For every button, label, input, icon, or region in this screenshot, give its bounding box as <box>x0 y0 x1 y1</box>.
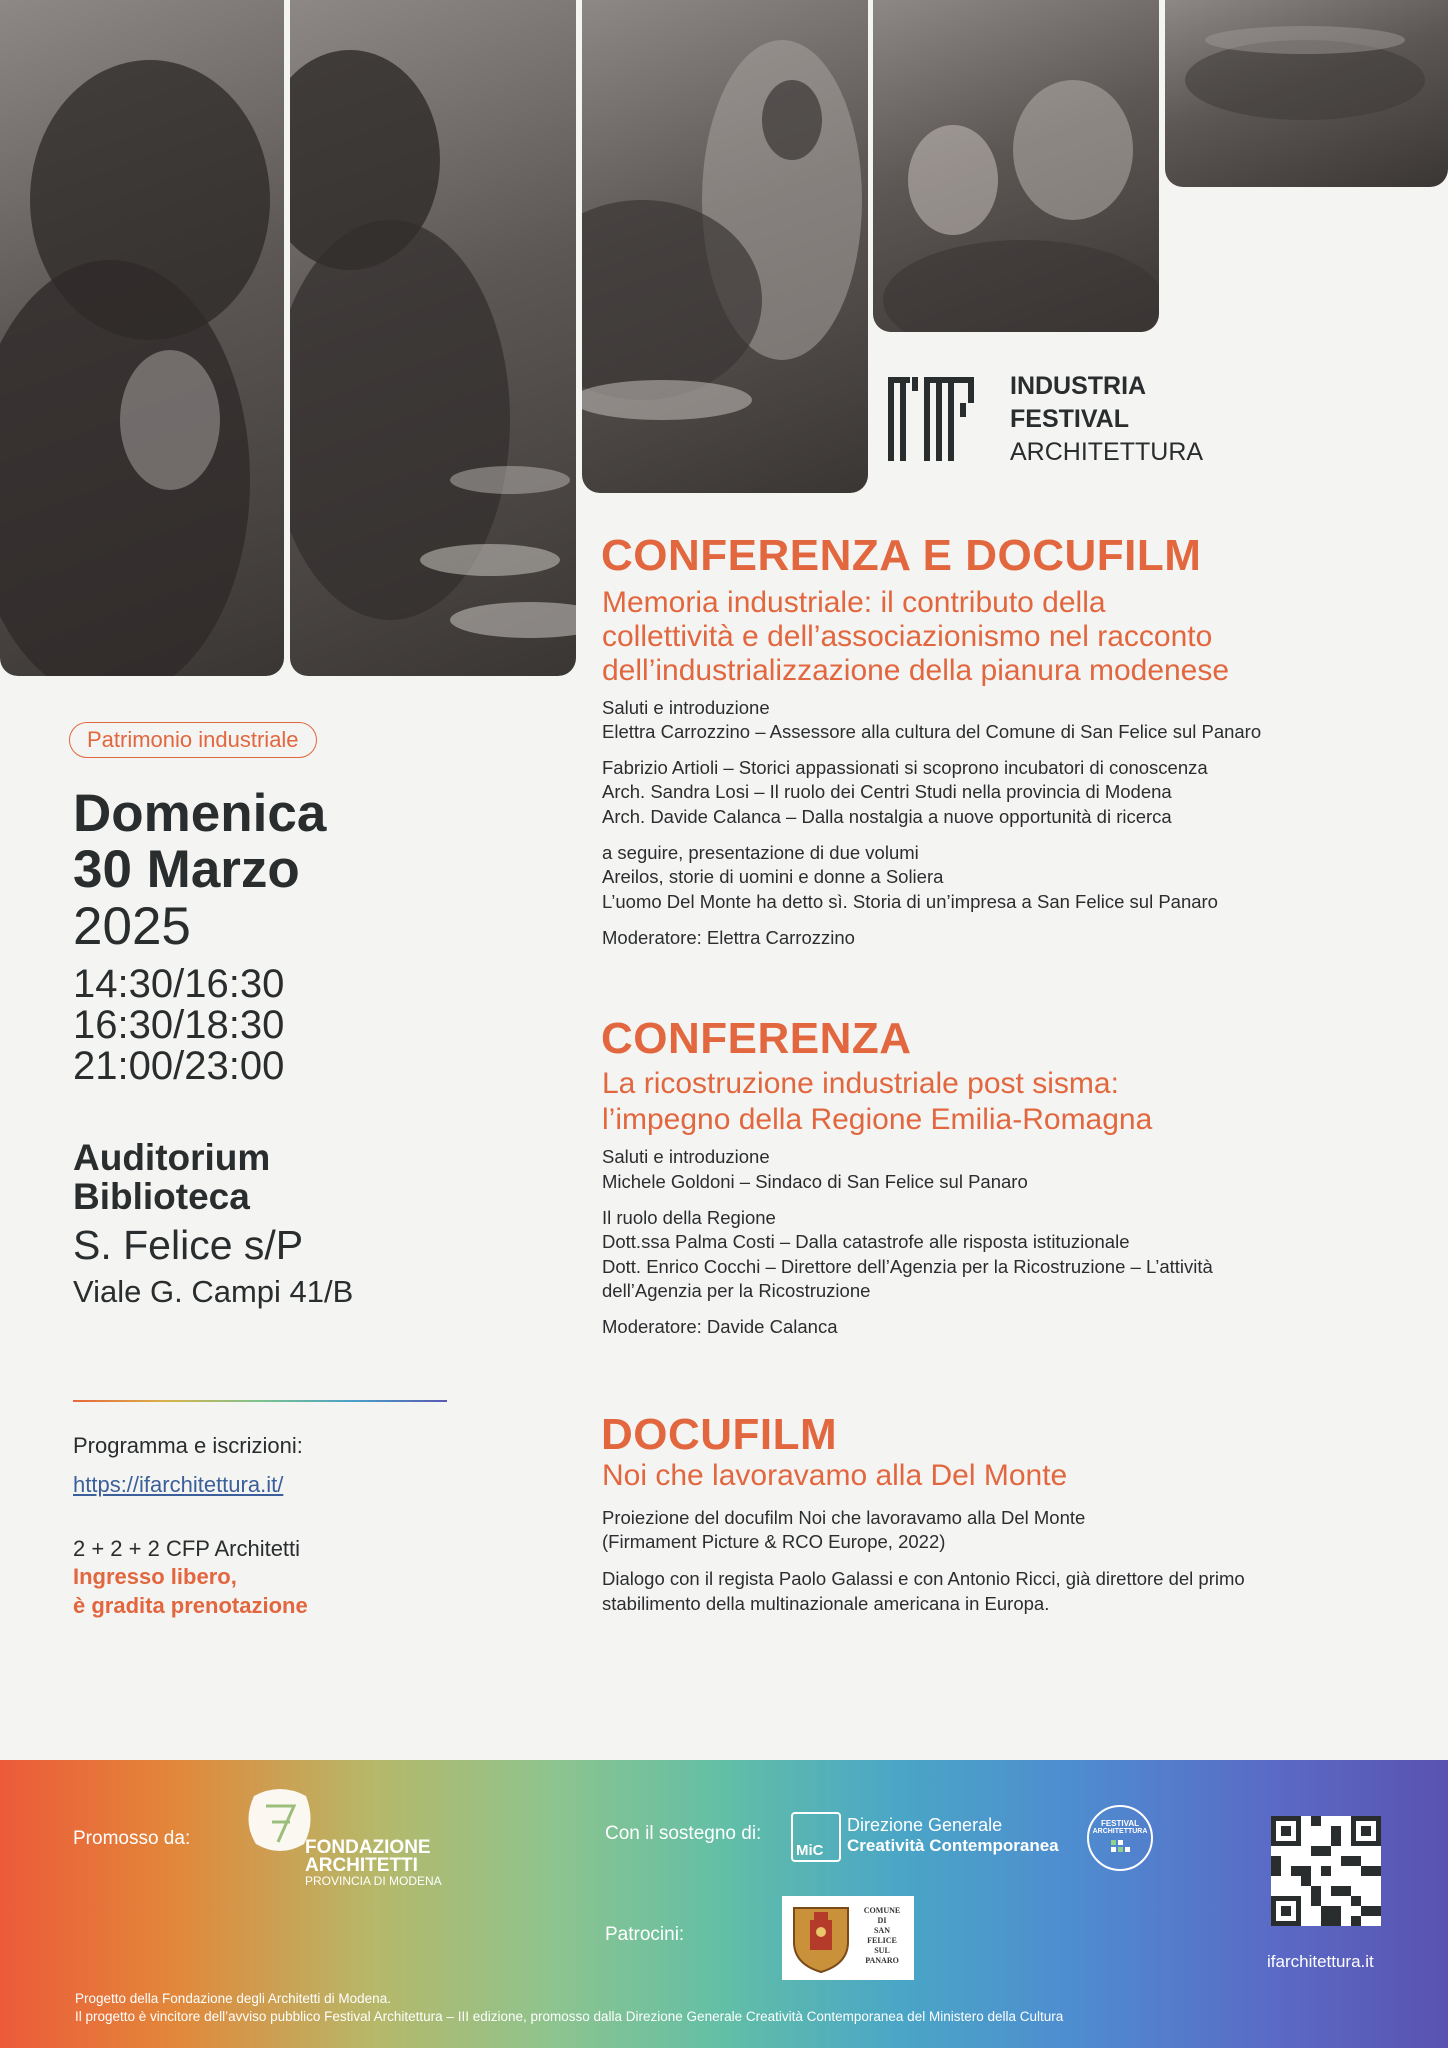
fondazione-name-2: ARCHITETTI <box>305 1855 418 1876</box>
support-label: Con il sostegno di: <box>605 1823 762 1844</box>
section-1-line: Areilos, storie di uomini e donne a Soliera <box>602 866 944 887</box>
section-1-line: Arch. Sandra Losi – Il ruolo dei Centri Studi nella provincia di Modena <box>602 781 1172 802</box>
festival-badge-line-1: FESTIVAL <box>1100 1819 1140 1828</box>
section-1-heading: CONFERENZA E DOCUFILM <box>601 531 1202 580</box>
section-3-subtitle-1: Noi che lavoravamo alla Del Monte <box>602 1459 1068 1492</box>
section-2-subtitle-1: La ricostruzione industriale post sisma: <box>602 1067 1119 1100</box>
program-label: Programma e iscrizioni: <box>73 1433 303 1458</box>
section-3-line: Dialogo con il regista Paolo Galassi e con Antonio Ricci, già direttore del primo <box>602 1568 1245 1589</box>
section-2-line: Dott. Enrico Cocchi – Direttore dell’Agenzia per la Ricostruzione – L’attività <box>602 1256 1213 1277</box>
festival-badge-line-2: ARCHITETTURA <box>1092 1828 1148 1835</box>
divider-line <box>73 1400 447 1402</box>
section-1-line: Arch. Davide Calanca – Dalla nostalgia a nuove opportunità di ricerca <box>602 806 1172 827</box>
dg-name-2: Creatività Contemporanea <box>847 1836 1059 1855</box>
free-entry-line-2: è gradita prenotazione <box>73 1593 308 1618</box>
event-date: 30 Marzo <box>73 840 300 899</box>
section-1-line: L’uomo Del Monte ha detto sì. Storia di un’impresa a San Felice sul Panaro <box>602 891 1218 912</box>
section-3-line: Proiezione del docufilm Noi che lavoravamo alla Del Monte <box>602 1507 1086 1528</box>
photo-panel-5 <box>1165 0 1448 187</box>
mic-logo-text: MiC <box>796 1842 824 1859</box>
cfp-credits: 2 + 2 + 2 CFP Architetti <box>73 1536 301 1561</box>
section-1-subtitle-3: dell’industrializzazione della pianura modenese <box>602 654 1230 687</box>
dg-name-1: Direzione Generale <box>847 1815 1003 1835</box>
fondazione-name-3: PROVINCIA DI MODENA <box>305 1874 442 1888</box>
section-1-line: Saluti e introduzione <box>602 697 770 718</box>
section-2-line: Moderatore: Davide Calanca <box>602 1316 838 1337</box>
brand-name <box>1010 370 1203 469</box>
section-1-line: Fabrizio Artioli – Storici appassionati si scoprono incubatori di conoscenza <box>602 757 1208 778</box>
patronage-label: Patrocini: <box>605 1924 685 1945</box>
section-1-line: a seguire, presentazione di due volumi <box>602 842 919 863</box>
comune-name <box>856 1906 908 1966</box>
program-link[interactable]: https://ifarchitettura.it/ <box>73 1472 284 1497</box>
category-tag: Patrimonio industriale <box>69 722 317 758</box>
event-time-1: 14:30/16:30 <box>73 962 285 1006</box>
section-2-subtitle-2: l’impegno della Regione Emilia-Romagna <box>602 1103 1153 1136</box>
section-2-line: Saluti e introduzione <box>602 1146 770 1167</box>
comune-line-1: COMUNE <box>863 1906 901 1915</box>
section-2-line: Michele Goldoni – Sindaco di San Felice sul Panaro <box>602 1171 1028 1192</box>
festival-badge-icon <box>1087 1805 1153 1871</box>
section-1-line: Elettra Carrozzino – Assessore alla cultura del Comune di San Felice sul Panaro <box>602 721 1262 742</box>
section-2-heading: CONFERENZA <box>601 1014 912 1063</box>
footer-band <box>0 1760 1448 2048</box>
section-3-line: stabilimento della multinazionale americana in Europa. <box>602 1593 1050 1614</box>
venue-line-1: Auditorium <box>73 1137 271 1178</box>
event-day: Domenica <box>73 784 327 843</box>
comune-line-4: FELICE <box>867 1936 897 1945</box>
section-2-line: Dott.ssa Palma Costi – Dalla catastrofe alle risposta istituzionale <box>602 1231 1130 1252</box>
photo-panel-1 <box>0 0 284 676</box>
footer-note-2: Il progetto è vincitore dell’avviso pubblico Festival Architettura – III edizione, promosso dalla Direzione Generale Creatività Contemporanea del Ministero della Cultura <box>75 2009 1064 2024</box>
qr-code-icon <box>1271 1816 1381 1926</box>
section-1-subtitle-1: Memoria industriale: il contributo della <box>602 586 1106 619</box>
mic-logo-icon <box>791 1812 841 1862</box>
brand-line-1: INDUSTRIA <box>1010 372 1147 400</box>
free-entry-line-1: Ingresso libero, <box>73 1564 237 1589</box>
venue-town: S. Felice s/P <box>73 1222 304 1268</box>
comune-crest-icon <box>790 1902 852 1974</box>
festival-logo-icon <box>888 375 988 463</box>
comune-line-5: SUL <box>874 1946 890 1955</box>
section-3-heading: DOCUFILM <box>601 1410 838 1459</box>
fondazione-name-1: FONDAZIONE <box>305 1837 431 1858</box>
section-1-line: Moderatore: Elettra Carrozzino <box>602 927 855 948</box>
brand-line-2: FESTIVAL <box>1010 405 1129 433</box>
event-time-2: 16:30/18:30 <box>73 1003 285 1047</box>
venue-address: Viale G. Campi 41/B <box>73 1274 354 1309</box>
site-url: ifarchitettura.it <box>1267 1952 1374 1971</box>
promoted-label: Promosso da: <box>73 1828 191 1849</box>
footer-note-1: Progetto della Fondazione degli Architetti di Modena. <box>75 1991 391 2006</box>
section-1-subtitle-2: collettività e dell’associazionismo nel racconto <box>602 620 1213 653</box>
comune-line-3: SAN <box>873 1926 890 1935</box>
photo-panel-3 <box>582 0 868 493</box>
event-time-3: 21:00/23:00 <box>73 1044 285 1088</box>
event-times <box>73 964 284 1087</box>
photo-panel-4 <box>873 0 1159 332</box>
comune-line-2: DI <box>877 1916 887 1925</box>
event-year: 2025 <box>73 897 191 956</box>
comune-logo <box>782 1896 914 1980</box>
brand-line-3: ARCHITETTURA <box>1010 438 1204 466</box>
section-3-line: (Firmament Picture & RCO Europe, 2022) <box>602 1531 946 1552</box>
section-2-line: Il ruolo della Regione <box>602 1207 776 1228</box>
comune-line-6: PANARO <box>865 1956 899 1965</box>
photo-panel-2 <box>290 0 576 676</box>
venue-line-2: Biblioteca <box>73 1176 250 1217</box>
section-2-line: dell’Agenzia per la Ricostruzione <box>602 1280 871 1301</box>
